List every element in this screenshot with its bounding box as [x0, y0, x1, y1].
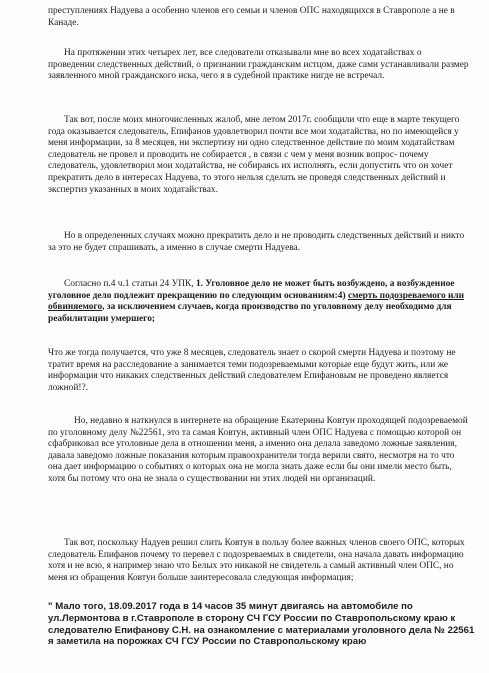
paragraph-4-intro: Согласно п.4 ч.1 статьи 24 УПК, [64, 279, 196, 289]
paragraph-0: преступлениях Надуева а особенно членов его семьи и членов ОПС находящихся в Ставрополе а не в Канаде. [48, 6, 455, 28]
paragraph-8-quote: " Мало того, 18.09.2017 года в 14 часов 35 минут двигаясь на автомобиле по ул.Лермонтова в г.Ставрополе в сторону СЧ ГСУ России по Ставропольскому краю к следователю Епифанову С.Н. на ознакомление с материалами уголовного дела № 22561 я заметила на порожках СЧ ГСУ России по Ставропольскому краю [48, 601, 475, 648]
paragraph-4-law-text: 1. Уголовное дело не может быть возбуждено, а возбужденное уголовное дело подлежит прекращению по следующим основаниям:4) [48, 279, 455, 301]
paragraph-4-law-text-end: , за исключением случаев, когда производство по уголовному делу необходимо для реабилитации умершего; [48, 302, 452, 324]
paragraph-4 [48, 279, 469, 325]
paragraph-1: На протяжении этих четырех лет, все следователи отказывали мне во всех ходатайствах о проведении следственных действий, о признании гражданским истцом, даже сами устанавливали размер заявленного мной гражданского иска, чего я в судебной практике нигде не встречал. [48, 48, 469, 82]
paragraph-7: Так вот, поскольку Надуев решил слить Ковтун в пользу более важных членов своего ОПС, которых следователь Епифанов почему то перевел с подозреваемых в свидетели, она начала давать информацию хотя и не всю, я например знаю что Белых это никакой не свидетель а самый активный член ОПС, но меня из обращения Ковтун больше заинтересовала следующая информация; [48, 538, 465, 583]
paragraph-2: Так вот, после моих многочисленных жалоб, мне летом 2017г. сообщили что еще в марте текущего года оказывается следователь, Епифанов удовлетворил почти все мои ходатайства, но по имеющейся у меня информации, за 8 месяцев, ни экспертизу ни одно следственное действие по моим ходатайствам следователь не провел и проводить не собирается , в связи с чем у меня возник вопрос- почему следователь, удовлетворил мои ходатайства, не собираясь их исполнять, если допустить что он хочет прекратить дело в интересах Надуева, то этого нельзя сделать не проведя следственных действий и экспертиз указанных в моих ходатайствах. [48, 115, 460, 195]
paragraph-3: Но в определенных случаях можно прекратить дело и не проводить следственных действий и никто за это не будет спрашивать, а именно в случае смерти Надуева. [48, 231, 465, 253]
paragraph-6: Но, недавно я наткнулся в интернете на обращение Екатерины Ковтун проходящей подозреваемой по уголовному делу №22561, это та самая Ковтун, активный член ОПС Надуева с помощью которой он сфабриковал все уголовные дела в отношении меня, а именно она делала заведомо ложные заявления, давала заведомо ложные показания которым правоохранители тогда верили свято, несмотря на то что она дает информацию о событиях о которых она не могла знать даже если бы они имели место быть, хотя бы потому что она не знала о существовании ни этих людей ни организаций. [48, 416, 468, 484]
paragraph-5: Что же тогда получается, что уже 8 месяцев, следователь знает о скорой смерти Надуева и поэтому не тратит время на расследование а занимается теми подозреваемыми которые еще будут жить, или же информация что никаких следственных действий следователем Епифановым не проведено является ложной!?. [48, 348, 456, 393]
paragraph-4-underlined: смерть подозреваемого или обвиняемого [48, 290, 465, 313]
